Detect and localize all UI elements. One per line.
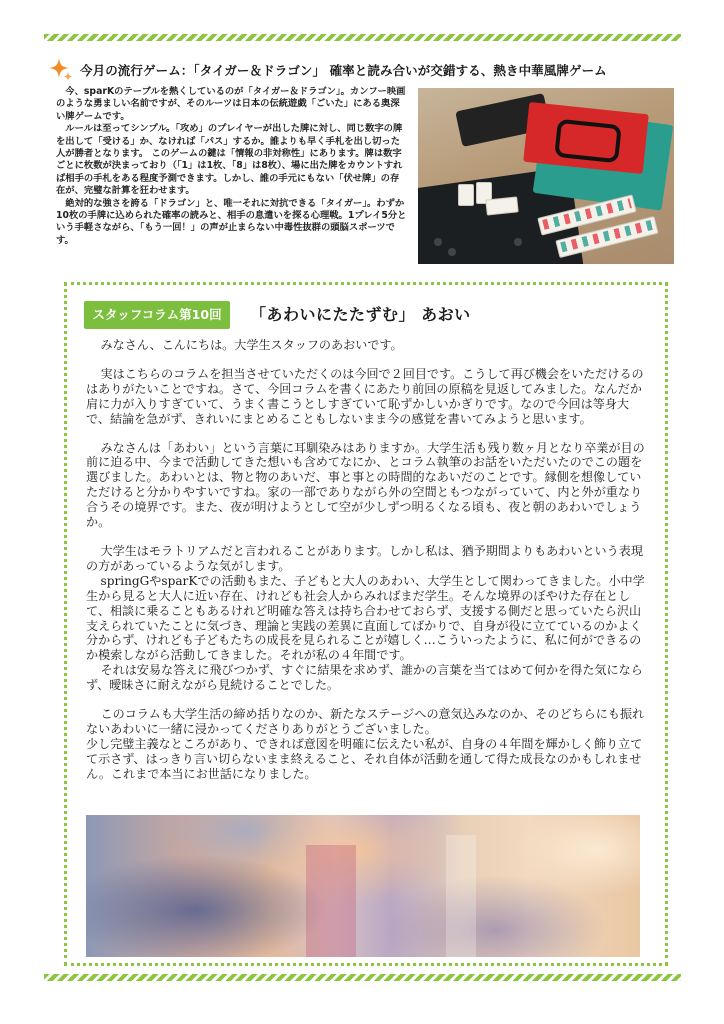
column-body bbox=[86, 338, 646, 782]
trend-title: 今月の流行ゲーム：「タイガー＆ドラゴン」 確率と読み合いが交錯する、熱き中華風牌ゲーム bbox=[80, 63, 607, 78]
column-paragraph: このコラムも大学生活の締め括りなのか、新たなステージへの意気込みなのか、そのどちらにも振れないあわいに一緒に浸かってくださりありがとうございました。 bbox=[86, 707, 645, 736]
column-title: 「あわいにたたずむ」 あおい bbox=[250, 305, 471, 324]
column-paragraph: みなさんは「あわい」という言葉に耳馴染みはありますか。大学生活も残り数ヶ月となり卒業が目の前に迫る中、今まで活動してきた想いも含めてなにか、とコラム執筆のお話をいただいたのでこの題を選びました。あわいとは、物と物のあいだ、事と事との時間的なあいだのことです。縁側を想像していただけると分かりやすいですね。家の一部でありながら外の空間ともつながっていて、内と外が重なり合うその境界です。また、夜が明けようとして空が少しずつ明るくなる頃も、夜と朝のあわいでしょうか。 bbox=[86, 440, 645, 530]
game-photo bbox=[418, 88, 674, 264]
column-badge: スタッフコラム第10回 bbox=[84, 301, 230, 329]
column-paragraph: 大学生はモラトリアムだと言われることがあります。しかし私は、猶予期間よりもあわいという表現の方があっているような気がします。 bbox=[86, 543, 643, 573]
bottom-stripe-divider bbox=[44, 974, 681, 981]
trend-paragraph: 絶対的な強さを誇る「ドラゴン」と、唯一それに対抗できる「タイガー」。わずか10枚の手牌に込められた確率の読みと、相手の息遣いを探る心理戦。1プレイ5分という手軽さながら、「もう一回！」の声が止まらない中毒性抜群の頭脳スポーツです。 bbox=[56, 197, 407, 246]
column-paragraph: springGやsparKでの活動もまた、子どもと大人のあわい、大学生として関わってきました。小中学生から見ると大人に近い存在、けれども社会人からみればまだ学生。そんな境界のぼやけた存在として、相談に乗ることもあるけれど明確な答えは持ち合わせておらず、支援する側だと思っていたら沢山支えられていたことに気づき、理論と実践の差異に直面してばかりで、自身が役に立てているのかよく分からず、けれども子どもたちの成長を見られることが嬉しく…こういったように、私に何ができるのか模索しながら活動してきました。それが私の４年間です。 bbox=[86, 573, 645, 663]
trend-paragraph: ルールは至ってシンプル。「攻め」のプレイヤーが出した牌に対し、同じ数字の牌を出して「受ける」か、なければ「パス」するか。誰よりも早く手札を出し切った人が勝者となります。 このゲームの鍵は「情報の非対称性」にあります。牌は数字ごとに枚数が決まっており（「1」は1枚、「8」は8枚）、場に出た牌をカウントすれば相手の手札をある程度予測できます。しかし、誰の手元にもない「伏せ牌」の存在が、完璧な計算を狂わせます。 bbox=[56, 123, 403, 197]
top-stripe-divider bbox=[44, 34, 681, 41]
trend-paragraph: 今、sparKのテーブルを熱くしているのが「タイガー＆ドラゴン」。カンフー映画のような勇ましい名前ですが、そのルーツは日本の伝統遊戯「ごいた」にある奥深い牌ゲームです。 bbox=[56, 86, 406, 122]
column-paragraph: みなさん、こんにちは。大学生スタッフのあおいです。 bbox=[100, 338, 403, 352]
column-paragraph: それは安易な答えに飛びつかず、すぐに結果を求めず、誰かの言葉を当てはめて何かを得た気にならず、曖昧さに耐えながら見続けることでした。 bbox=[86, 663, 643, 693]
trend-header bbox=[48, 56, 678, 84]
trend-article bbox=[56, 86, 408, 247]
sparkle-icon bbox=[48, 57, 74, 83]
column-paragraph: 実はこちらのコラムを担当させていただくのは今回で２回目です。こうして再び機会をいただけるのはありがたいことですね。さて、今回コラムを書くにあたり前回の原稿を見返してみました。なんだか肩に力が入りすぎていて、うまく書こうとしすぎていて恥ずかしいかぎりです。なので今回は等身大で、結論を急がず、きれいにまとめることもしないまま今の感覚を書いてみようと思います。 bbox=[86, 366, 644, 426]
column-paragraph: 少し完璧主義なところがあり、できれば意図を明確に伝えたい私が、自身の４年間を輝かしく飾り立てて示さず、はっきり言い切らないまま終えること、それ自体が活動を通して得た成長なのかもしれません。これまで本当にお世話になりました。 bbox=[86, 736, 643, 781]
blurred-landscape-photo bbox=[86, 815, 640, 957]
